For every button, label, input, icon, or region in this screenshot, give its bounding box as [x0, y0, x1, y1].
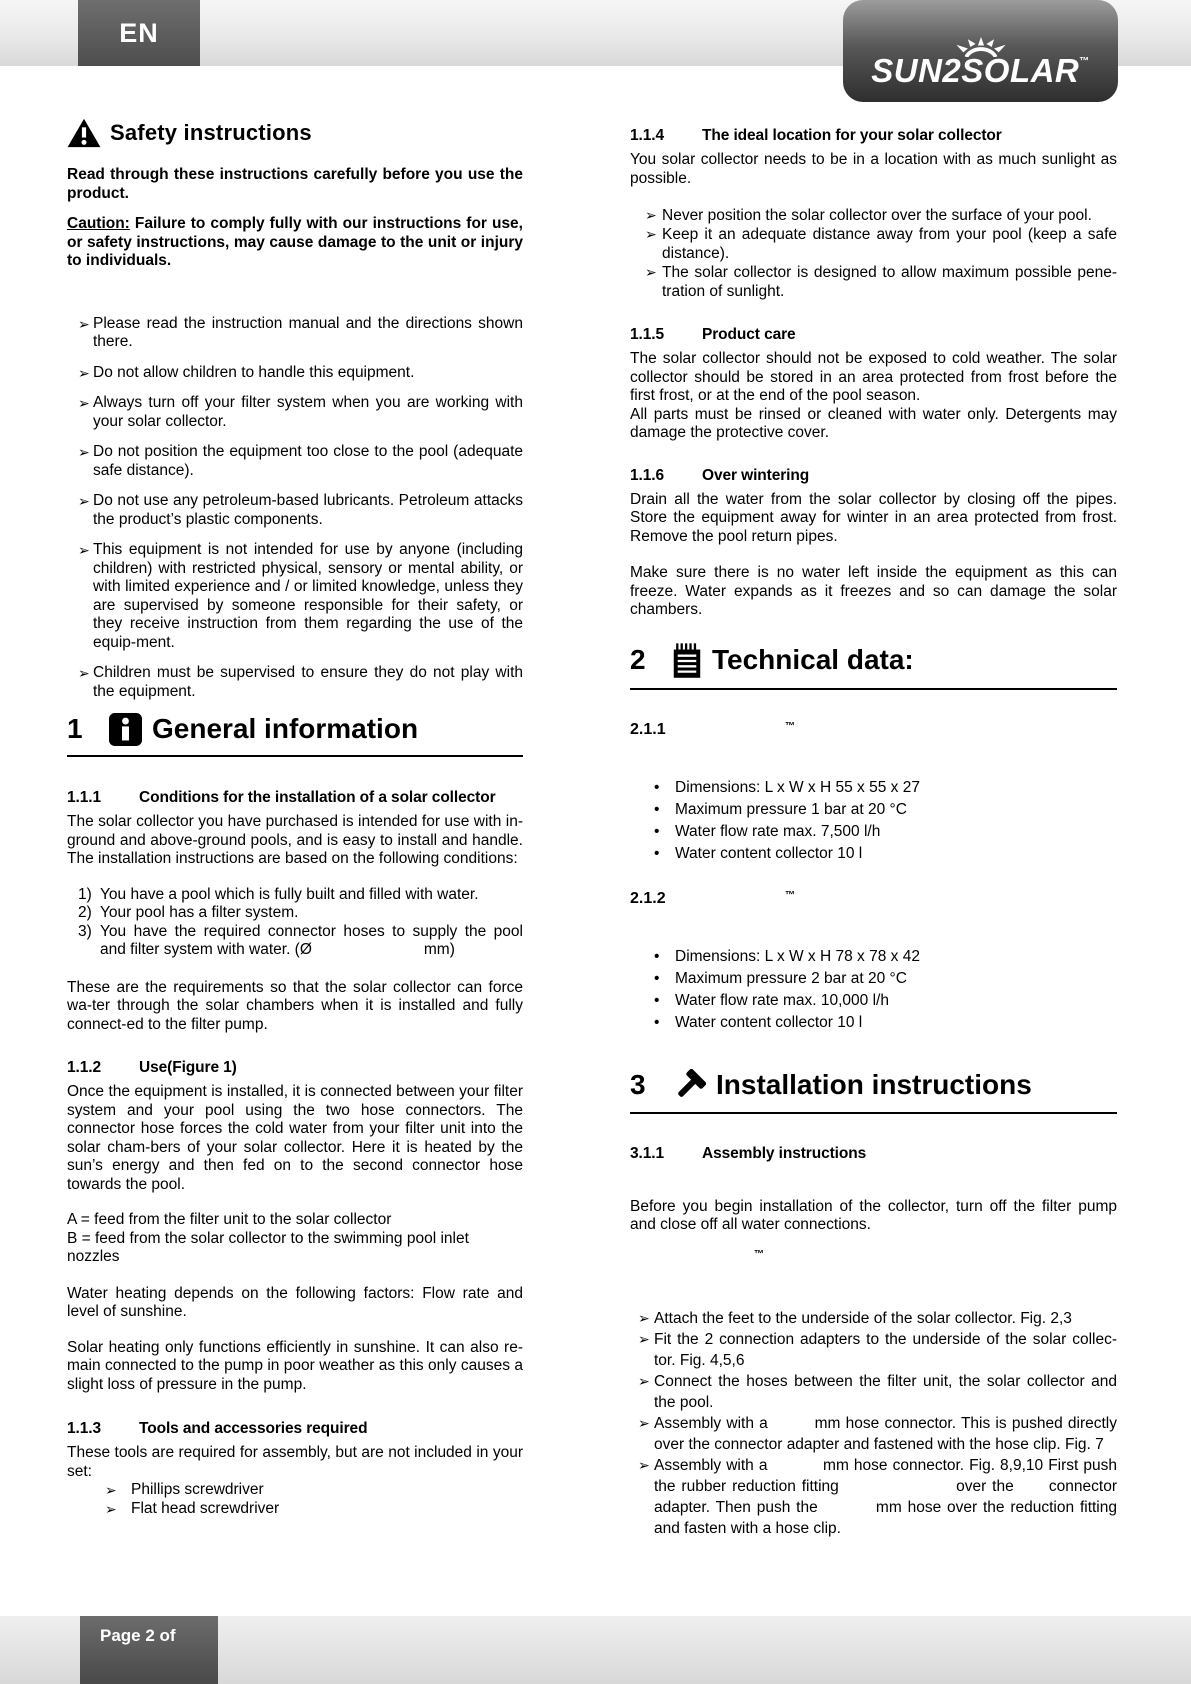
list-item: ➢ Do not use any petroleum-based lubricants. Petroleum attacks the product’s plastic components.: [78, 492, 523, 528]
list-item: • Maximum pressure 1 bar at 20 °C: [630, 799, 1117, 821]
legend-lines: [67, 1211, 523, 1267]
dot-bullet-icon: •: [654, 947, 660, 965]
conditions-numbered-list: [67, 886, 523, 960]
subsection-heading-115: 1.1.5 Product care: [630, 326, 796, 343]
caution-text: Failure to comply fully with our instructions for use, or safety instructions, may cause damage to the unit or injury to individuals.: [67, 215, 523, 269]
list-item: ➢ Children must be supervised to ensure they do not play with the equipment.: [78, 664, 523, 700]
arrow-bullet-icon: ➢: [638, 1414, 650, 1431]
arrow-bullet-icon: ➢: [78, 444, 90, 460]
list-item: • Maximum pressure 2 bar at 20 °C: [630, 968, 1117, 990]
trademark-symbol: ™: [785, 720, 795, 732]
section-title: Installation instructions: [716, 1069, 1032, 1101]
list-item: ➢ Do not position the equipment too close to the pool (adequate safe distance).: [78, 443, 523, 479]
assembly-steps-list: [630, 1308, 1117, 1539]
list-item: • Dimensions: L x W x H 78 x 78 x 42: [630, 946, 1117, 968]
paragraph: You solar collector needs to be in a location with as much sunlight as possible.: [630, 151, 1117, 187]
subsection-heading-112: 1.1.2 Use(Figure 1): [67, 1059, 237, 1076]
paragraph: These tools are required for assembly, but are not included in your set:: [67, 1444, 523, 1480]
arrow-bullet-icon: ➢: [78, 395, 90, 411]
list-item: ➢ Attach the feet to the underside of the solar collector. Fig. 2,3: [638, 1309, 1072, 1327]
safety-bullet-list: [67, 315, 523, 702]
paragraph: The solar collector should not be exposed to cold weather. The solar collector should be stored in an area protected from frost before the first frost, or at the end of the pool season.: [630, 350, 1117, 404]
section-3-heading: [630, 1069, 1117, 1114]
paragraph: Make sure there is no water left inside the equipment as this can freeze. Water expands as it freezes and so can damage the solar chambers.: [630, 564, 1117, 618]
list-item: ➢ Flat head screwdriver: [105, 1499, 280, 1517]
dot-bullet-icon: •: [654, 844, 660, 862]
spec-list-211: [630, 777, 1117, 865]
arrow-bullet-icon: ➢: [78, 542, 90, 558]
list-item: ➢ Please read the instruction manual and the directions shown there.: [78, 314, 523, 350]
list-item: ➢ Fit the 2 connection adapters to the underside of the solar collec-tor. Fig. 4,5,6: [638, 1330, 1117, 1369]
list-item: ➢ Do not allow children to handle this equipment.: [78, 363, 415, 381]
arrow-bullet-icon: ➢: [78, 665, 90, 681]
dot-bullet-icon: •: [654, 800, 660, 818]
subsection-heading-114: 1.1.4 The ideal location for your solar collector: [630, 127, 1002, 144]
caution-label: Caution:: [67, 215, 130, 232]
arrow-bullet-icon: ➢: [105, 1482, 117, 1498]
dot-bullet-icon: •: [654, 969, 660, 987]
arrow-bullet-icon: ➢: [645, 264, 657, 280]
right-column: [630, 0, 1117, 1539]
dot-bullet-icon: •: [654, 991, 660, 1009]
list-item: • Water content collector 10 l: [630, 843, 1117, 865]
section-title: General information: [152, 713, 419, 745]
section-2-heading: [630, 643, 1117, 690]
arrow-bullet-icon: ➢: [638, 1372, 650, 1389]
paragraph: The solar collector you have purchased is intended for use with in-ground and above-ground pools, and is easy to install and handle. The installation instructions are based on the following conditions:: [67, 813, 523, 867]
arrow-bullet-icon: ➢: [638, 1330, 650, 1347]
paragraph: Before you begin installation of the collector, turn off the filter pump and close off all water connections.: [630, 1197, 1117, 1233]
dot-bullet-icon: •: [654, 822, 660, 840]
subsection-heading-113: 1.1.3 Tools and accessories required: [67, 1420, 368, 1437]
list-item: 2) Your pool has a filter system.: [78, 904, 299, 921]
dot-bullet-icon: •: [654, 1013, 660, 1031]
list-item: • Water flow rate max. 10,000 l/h: [630, 990, 1117, 1012]
paragraph: Once the equipment is installed, it is connected between your filter system and your pool using the two hose connectors. The connector hose forces the cold water from your filter unit into the solar cham-bers of your solar collector. Here it is heated by the sun’s energy and then fed on to the second connector hose towards the pool.: [67, 1083, 523, 1193]
arrow-bullet-icon: ➢: [638, 1456, 650, 1473]
list-item: ➢ Never position the solar collector over the surface of your pool.: [645, 207, 1092, 224]
spec-list-212: [630, 946, 1117, 1034]
list-item: 1) You have a pool which is fully built and filled with water.: [78, 885, 479, 903]
paragraph: Solar heating only functions efficiently in sunshine. It can also re-main connected to the pump in poor weather as this only causes a slight loss of pressure in the pump.: [67, 1338, 523, 1393]
legend-line-a: A = feed from the filter unit to the solar collector: [67, 1211, 392, 1228]
list-item: ➢ Phillips screwdriver: [105, 1481, 264, 1498]
paragraph: Drain all the water from the solar collector by closing off the pipes. Store the equipment away for winter in an area protected from frost. Remove the pool return pipes.: [630, 490, 1117, 545]
trademark-symbol: ™: [785, 889, 795, 901]
list-item: ➢ Connect the hoses between the filter unit, the solar collector and the pool.: [638, 1372, 1117, 1411]
info-icon: [109, 713, 142, 746]
subsection-heading-311: 3.1.1 Assembly instructions: [630, 1144, 867, 1162]
paragraph: All parts must be rinsed or cleaned with water only. Detergents may damage the protective cover.: [630, 405, 1117, 441]
notepad-icon: [672, 643, 702, 679]
caution-paragraph: [67, 215, 523, 271]
language-badge-label: EN: [119, 17, 159, 48]
list-item: • Water content collector 10 l: [630, 1012, 1117, 1034]
section-1-heading: [67, 713, 523, 757]
safety-intro: Read through these instructions carefully before you use the product.: [67, 166, 523, 202]
paragraph: These are the requirements so that the solar collector can force wa-ter through the solar chambers when it is installed and fully connect-ed to the filter pump.: [67, 978, 523, 1033]
trademark-symbol: ™: [1079, 56, 1090, 67]
section-title: Technical data:: [712, 644, 914, 676]
dot-bullet-icon: •: [654, 778, 660, 796]
arrow-bullet-icon: ➢: [78, 315, 90, 332]
legend-line-b: B = feed from the solar collector to the swimming pool inlet nozzles: [67, 1229, 469, 1265]
tools-list: [67, 1481, 523, 1518]
paragraph: Water heating depends on the following factors: Flow rate and level of sunshine.: [67, 1284, 523, 1320]
safety-title: Safety instructions: [110, 119, 312, 145]
section-number: 2: [630, 644, 646, 676]
arrow-bullet-icon: ➢: [638, 1309, 650, 1326]
section-number: 3: [630, 1069, 646, 1101]
list-item: ➢ The solar collector is designed to allow maximum possible pene-tration of sunlight.: [645, 264, 1117, 300]
subsection-heading-116: 1.1.6 Over wintering: [630, 466, 810, 484]
list-item: • Water flow rate max. 7,500 l/h: [630, 821, 1117, 843]
section-number: 1: [67, 713, 83, 745]
arrow-bullet-icon: ➢: [78, 364, 90, 381]
hammer-icon: [672, 1069, 706, 1103]
arrow-bullet-icon: ➢: [105, 1500, 117, 1517]
spec-heading-212: 2.1.2 ™: [630, 889, 795, 907]
arrow-bullet-icon: ➢: [645, 226, 657, 242]
warning-triangle-icon: [67, 118, 101, 148]
arrow-bullet-icon: ➢: [645, 207, 657, 223]
page-number-label: Page 2 of: [100, 1626, 176, 1645]
list-item: ➢ Keep it an adequate distance away from your pool (keep a safe distance).: [645, 226, 1117, 262]
list-item: ➢ Assembly with a mm hose connector. Fig. 8,9,10 First push the rubber reduction fitting over the connector adapter. Then push the mm hose over the reduction fitting and fasten with a hose clip.: [638, 1456, 1117, 1537]
page-number-badge: [80, 1616, 218, 1684]
location-bullet-list: [630, 206, 1117, 301]
list-item: ➢ Assembly with a mm hose connector. This is pushed directly over the connector adapter and fastened with the hose clip. Fig. 7: [638, 1414, 1117, 1453]
brand-logo-text: SUN2SOLAR™: [871, 52, 1090, 89]
left-column: [67, 0, 523, 1518]
arrow-bullet-icon: ➢: [78, 493, 90, 509]
list-item: ➢ This equipment is not intended for use by anyone (including children) with restricted physical, sensory or mental ability, or with limited experience and / or limited knowledge, unless they are supervised by someone responsible for their safety, or they receive instruction from them regarding the use of the equip-ment.: [78, 541, 523, 651]
list-item: • Dimensions: L x W x H 55 x 55 x 27: [630, 777, 1117, 799]
list-item: ➢ Always turn off your filter system when you are working with your solar collector.: [78, 394, 523, 430]
trademark-symbol: ™: [754, 1248, 764, 1260]
spec-heading-211: 2.1.1 ™: [630, 720, 795, 738]
safety-heading: [67, 118, 523, 148]
subsection-heading-111: 1.1.1 Conditions for the installation of a solar collector: [67, 789, 496, 806]
list-item: 3) You have the required connector hoses to supply the pool and filter system with water. (Ø mm): [78, 922, 523, 958]
